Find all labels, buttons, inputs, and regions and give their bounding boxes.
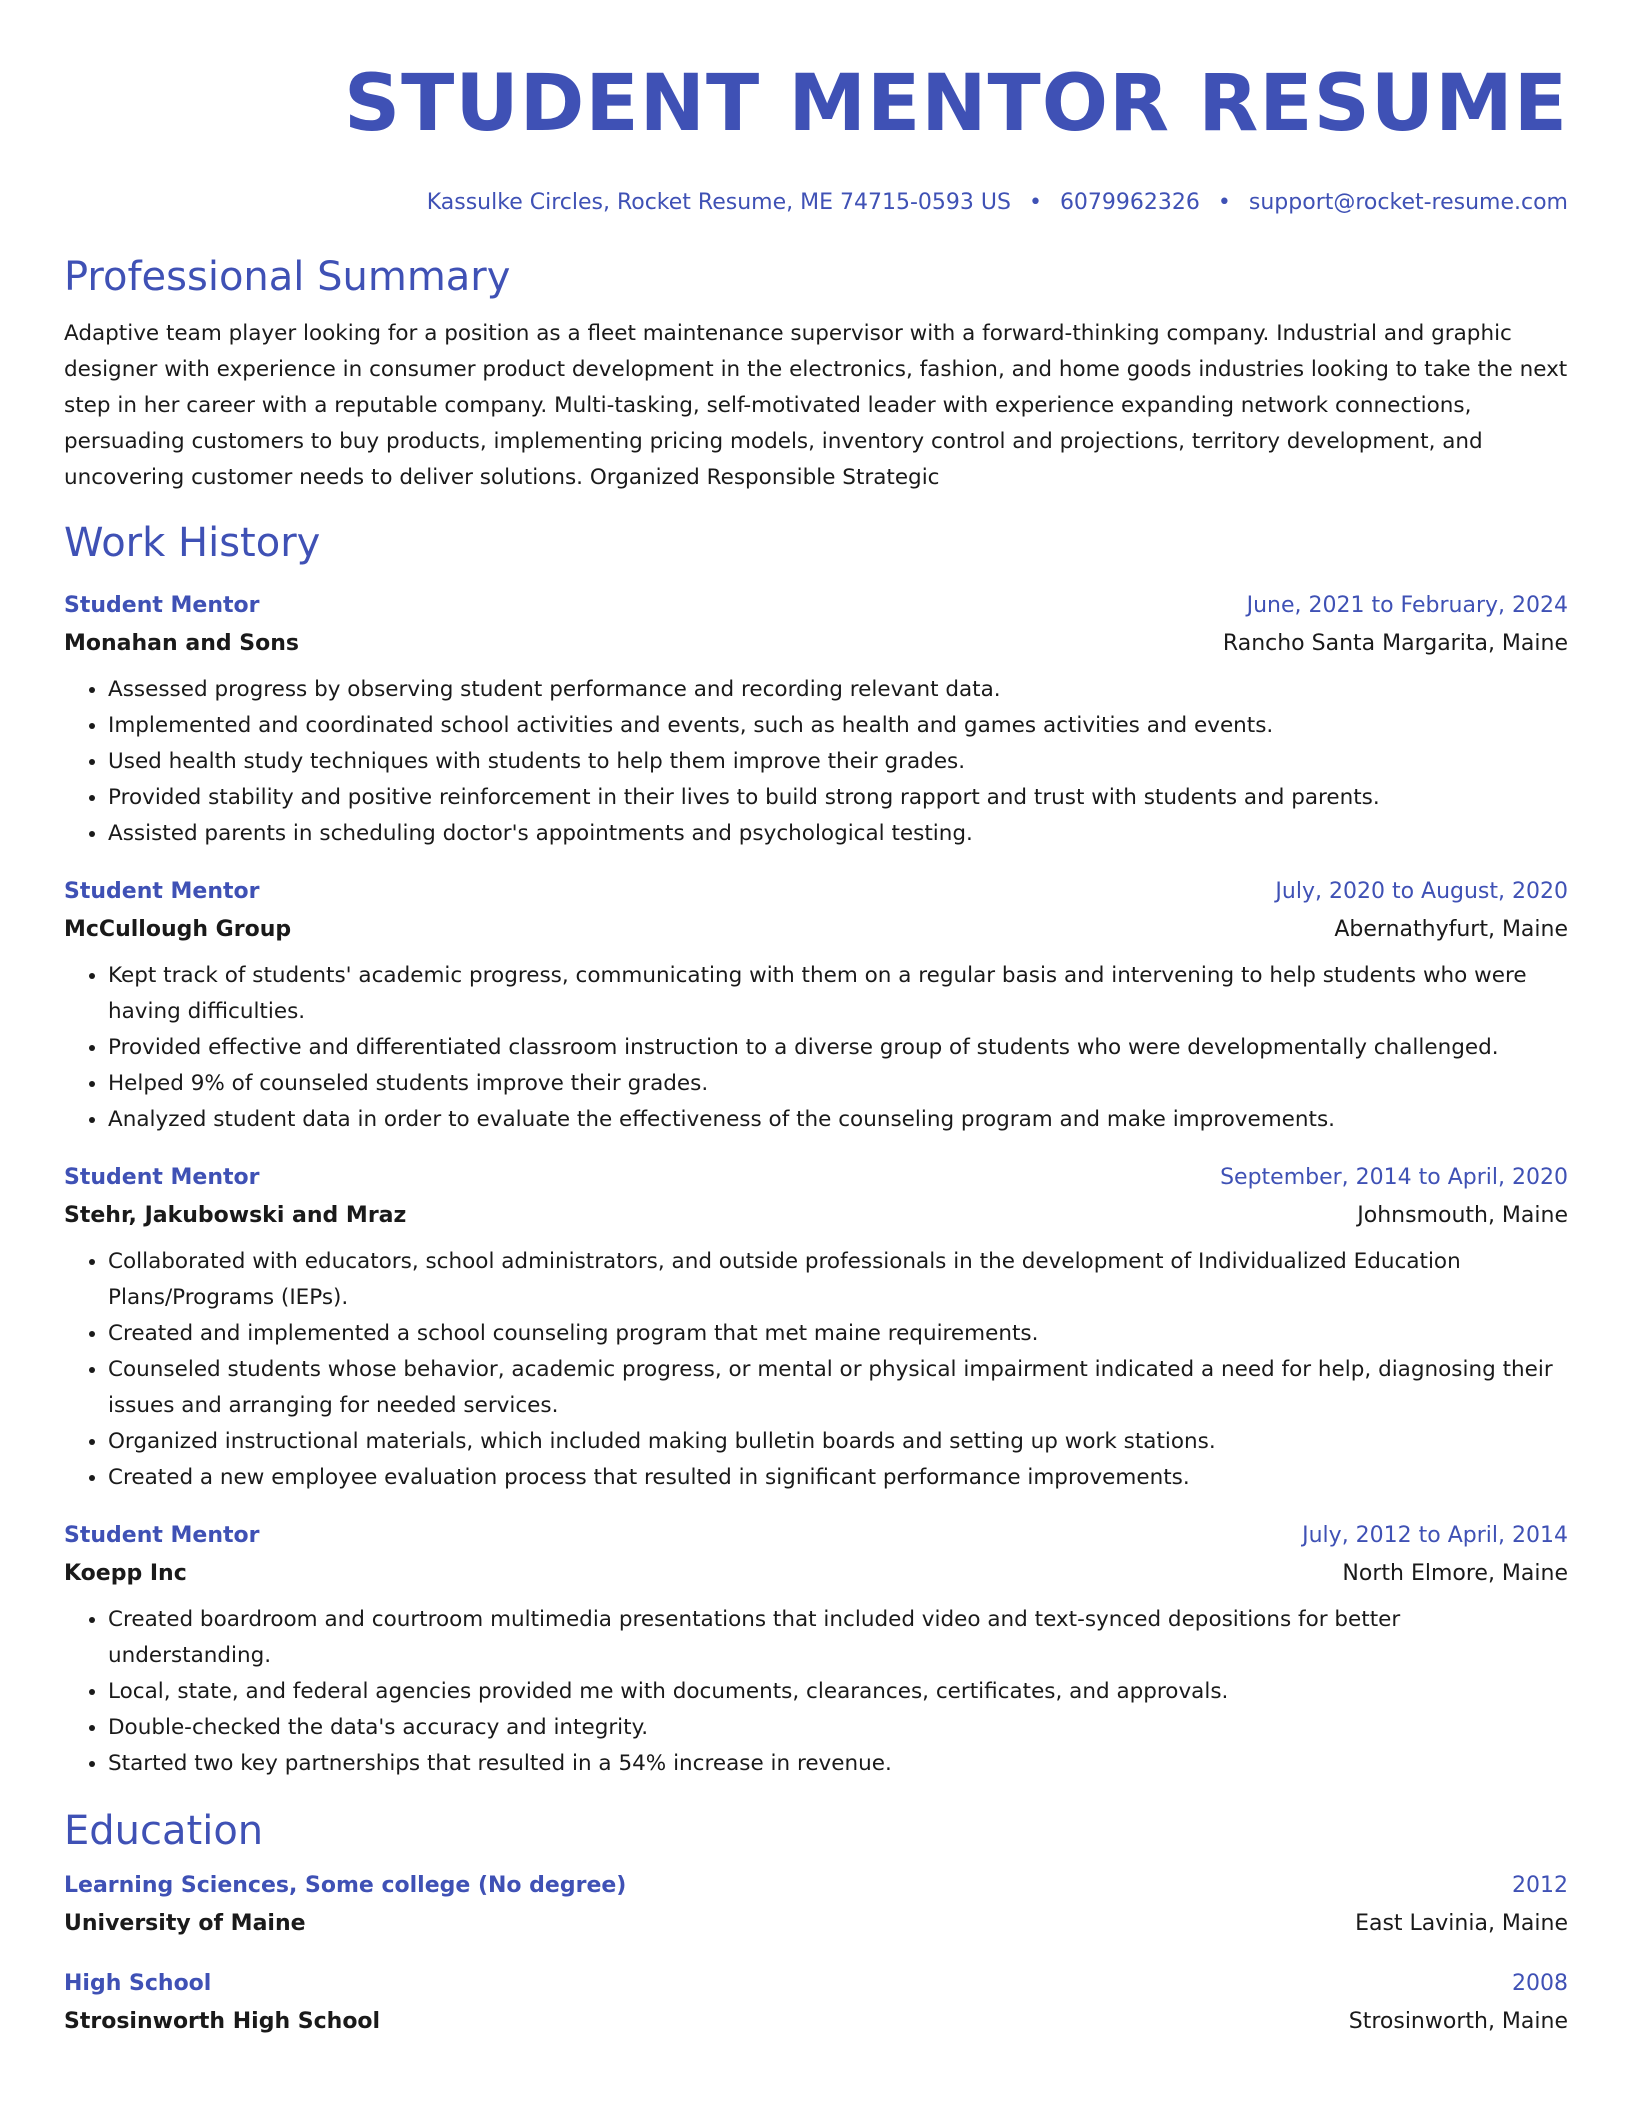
job-location: Rancho Santa Margarita, Maine	[1222, 631, 1568, 656]
job-bullet: • Organized instructional materials, which included making bulletin boards and setting up work stations.	[108, 1424, 1568, 1460]
job-bullets	[64, 958, 1568, 1138]
job-bullet: • Helped 9% of counseled students improve their grades.	[108, 1066, 1568, 1102]
education-location: Strosinworth, Maine	[1348, 2009, 1568, 2034]
job-bullets	[64, 672, 1568, 852]
job-bullets	[64, 1602, 1568, 1782]
job-location: Johnsmouth, Maine	[1357, 1203, 1568, 1228]
job-location: North Elmore, Maine	[1342, 1561, 1568, 1586]
education-heading: Education	[64, 1808, 264, 1854]
work-entry	[64, 874, 1568, 1138]
contact-email[interactable]: support@rocket-resume.com	[1248, 190, 1568, 215]
job-bullet: • Local, state, and federal agencies provided me with documents, clearances, certificates, and approvals.	[108, 1674, 1568, 1710]
work-entry	[64, 588, 1568, 852]
job-bullet: • Started two key partnerships that resulted in a 54% increase in revenue.	[108, 1746, 1568, 1782]
education-year: 2008	[1512, 1971, 1568, 1996]
education-entry	[64, 1868, 1568, 1944]
job-dates: July, 2012 to April, 2014	[1302, 1523, 1568, 1548]
job-bullet: • Implemented and coordinated school activities and events, such as health and games activities and events.	[108, 708, 1568, 744]
job-company: Koepp Inc	[64, 1561, 187, 1586]
job-bullet: • Provided stability and positive reinforcement in their lives to build strong rapport and trust with students and parents.	[108, 780, 1568, 816]
education-school: University of Maine	[64, 1911, 306, 1936]
job-company: Stehr, Jakubowski and Mraz	[64, 1203, 407, 1228]
education-degree: High School	[64, 1971, 212, 1996]
job-bullets	[64, 1244, 1568, 1496]
job-bullet: • Created and implemented a school counseling program that met maine requirements.	[108, 1316, 1568, 1352]
job-title: Student Mentor	[64, 879, 260, 904]
contact-separator: •	[1217, 190, 1231, 215]
job-bullet: • Assessed progress by observing student performance and recording relevant data.	[108, 672, 1568, 708]
education-school: Strosinworth High School	[64, 2009, 381, 2034]
job-bullet: • Provided effective and differentiated classroom instruction to a diverse group of students who were developmentally challenged.	[108, 1030, 1568, 1066]
job-bullet: • Used health study techniques with students to help them improve their grades.	[108, 744, 1568, 780]
education-entry	[64, 1966, 1568, 2042]
job-dates: June, 2021 to February, 2024	[1246, 593, 1568, 618]
work-entry	[64, 1518, 1568, 1782]
education-location: East Lavinia, Maine	[1355, 1911, 1568, 1936]
job-bullet: • Created boardroom and courtroom multimedia presentations that included video and text-synced depositions for better understanding.	[108, 1602, 1568, 1674]
work-entry	[64, 1160, 1568, 1496]
job-bullet: • Created a new employee evaluation process that resulted in significant performance improvements.	[108, 1460, 1568, 1496]
contact-line	[64, 188, 1568, 218]
education-year: 2012	[1512, 1873, 1568, 1898]
job-company: McCullough Group	[64, 917, 292, 942]
job-location: Abernathyfurt, Maine	[1334, 917, 1568, 942]
job-bullet: • Counseled students whose behavior, academic progress, or mental or physical impairment indicated a need for help, diagnosing their issues and arranging for needed services.	[108, 1352, 1568, 1424]
job-title: Student Mentor	[64, 593, 260, 618]
work-history-heading: Work History	[64, 520, 321, 566]
job-bullet: • Analyzed student data in order to evaluate the effectiveness of the counseling program and make improvements.	[108, 1102, 1568, 1138]
contact-phone: 6079962326	[1059, 190, 1200, 215]
education-degree: Learning Sciences, Some college (No degree)	[64, 1873, 627, 1898]
resume-title: STUDENT MENTOR RESUME	[343, 59, 1568, 149]
job-dates: July, 2020 to August, 2020	[1275, 879, 1568, 904]
job-dates: September, 2014 to April, 2020	[1220, 1165, 1568, 1190]
job-bullet: • Double-checked the data's accuracy and integrity.	[108, 1710, 1568, 1746]
job-bullet: • Kept track of students' academic progress, communicating with them on a regular basis and intervening to help students who were having difficulties.	[108, 958, 1568, 1030]
job-bullet: • Collaborated with educators, school administrators, and outside professionals in the development of Individualized Education Plans/Programs (IEPs).	[108, 1244, 1568, 1316]
job-title: Student Mentor	[64, 1523, 260, 1548]
contact-separator: •	[1028, 190, 1042, 215]
contact-address: Kassulke Circles, Rocket Resume, ME 74715-0593 US	[426, 190, 1011, 215]
job-title: Student Mentor	[64, 1165, 260, 1190]
job-bullet: • Assisted parents in scheduling doctor's appointments and psychological testing.	[108, 816, 1568, 852]
job-company: Monahan and Sons	[64, 631, 299, 656]
summary-heading: Professional Summary	[64, 254, 511, 300]
summary-text: Adaptive team player looking for a position as a fleet maintenance supervisor with a forward-thinking company. Industrial and graphic designer with experience in consumer product development in the electronics, fashion, and home goods industries looking to take the next step in her career with a reputable company. Multi-tasking, self-motivated leader with experience expanding network connections, persuading customers to buy products, implementing pricing models, inventory control and projections, territory development, and uncovering customer needs to deliver solutions. Organized Responsible Strategic	[64, 321, 1568, 490]
